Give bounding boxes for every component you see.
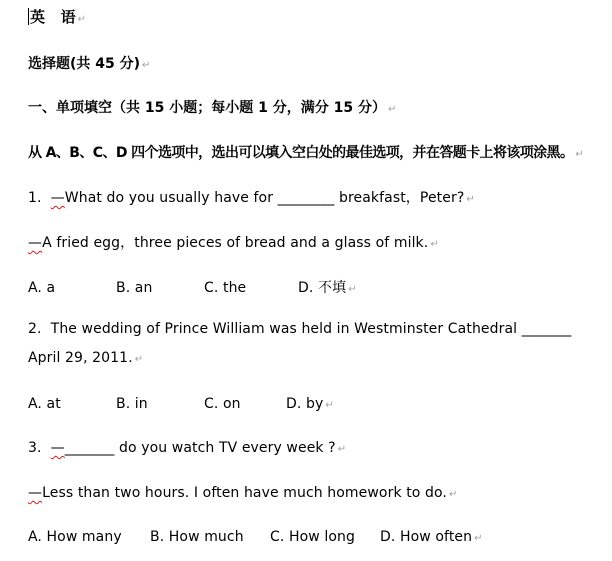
- instructions: 从 A、B、C、D 四个选项中，选出可以填入空白处的最佳选项，并在答题卡上将该项涂黑。 ↵: [28, 145, 584, 161]
- option-b[interactable]: B. How much: [150, 529, 244, 545]
- option-b[interactable]: B. in: [116, 396, 148, 412]
- question-2-options: [28, 396, 334, 412]
- option-c[interactable]: C. on: [204, 396, 241, 412]
- paragraph-mark: ↵: [337, 444, 347, 455]
- paragraph-mark: ↵: [77, 14, 87, 25]
- option-d[interactable]: D. by: [286, 396, 324, 412]
- paragraph-mark: ↵: [325, 400, 334, 411]
- question-3-stem: 3. —_______ do you watch TV every week ? ↵: [28, 440, 347, 456]
- paragraph-mark: ↵: [448, 489, 458, 500]
- part-title: 一、单项填空（共 15 小题；每小题 1 分，满分 15 分） ↵: [28, 100, 397, 116]
- option-b[interactable]: B. an: [116, 280, 153, 296]
- paragraph-mark: ↵: [387, 104, 397, 115]
- question-3-options: [28, 529, 483, 545]
- paragraph-mark: ↵: [142, 60, 151, 71]
- paragraph-mark: ↵: [466, 194, 475, 205]
- paragraph-mark: ↵: [134, 354, 144, 365]
- question-1-stem: 1. —What do you usually have for ________ breakfast，Peter? ↵: [28, 190, 475, 206]
- option-c[interactable]: C. How long: [270, 529, 355, 545]
- option-d[interactable]: D. 不填: [298, 280, 347, 296]
- paragraph-mark: ↵: [430, 239, 439, 250]
- paragraph-mark: ↵: [474, 533, 483, 544]
- option-c[interactable]: C. the: [204, 280, 247, 296]
- question-3-reply: —Less than two hours. I often have much homework to do. ↵: [28, 485, 458, 501]
- section-title: 选择题(共 45 分) ↵: [28, 56, 151, 72]
- paragraph-mark: ↵: [575, 149, 584, 160]
- question-1-reply: —A fried egg，three pieces of bread and a glass of milk. ↵: [28, 235, 439, 251]
- paragraph-mark: ↵: [348, 284, 357, 295]
- text-cursor: [28, 8, 29, 25]
- question-2-stem: 2. The wedding of Prince William was held in Westminster Cathedral _______: [28, 321, 572, 337]
- subject-title: 英 语 ↵: [30, 8, 87, 26]
- option-d[interactable]: D. How often: [380, 529, 473, 545]
- option-a[interactable]: A. How many: [28, 529, 122, 545]
- question-1-options: [28, 277, 357, 297]
- question-2-stem-continued: April 29, 2011. ↵: [28, 350, 144, 366]
- option-a[interactable]: A. a: [28, 280, 56, 296]
- option-a[interactable]: A. at: [28, 396, 61, 412]
